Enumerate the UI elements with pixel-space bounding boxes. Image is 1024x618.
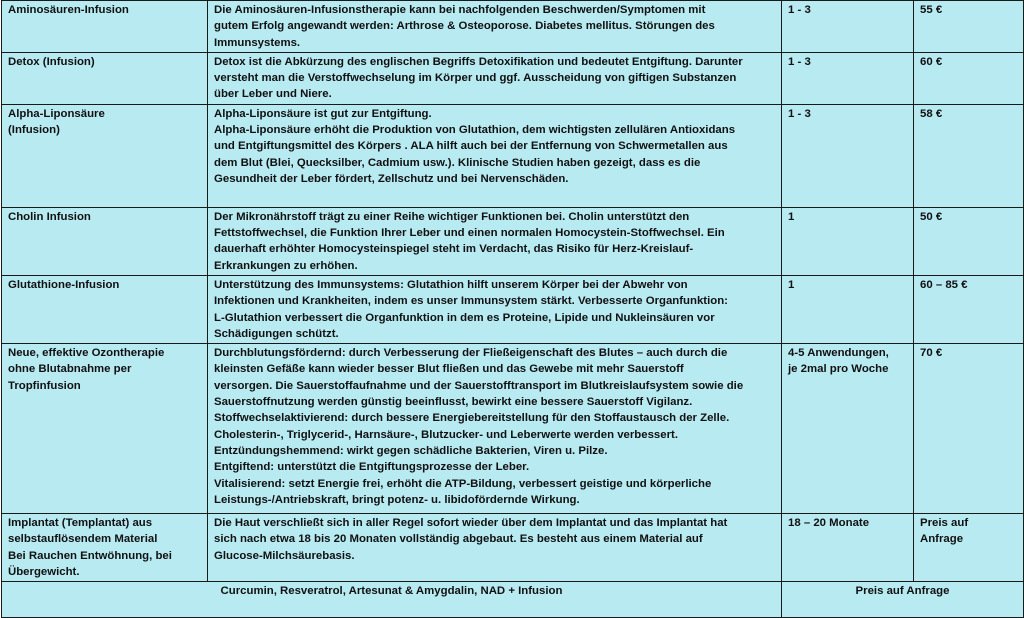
description-line: Durchblutungsfördernd: durch Verbesserung der Fließeigenschaft des Blutes – auch durch die: [214, 347, 728, 360]
description-line: Glucose-Milchsäurebasis.: [214, 549, 355, 562]
table-row: [2, 207, 1024, 275]
description-cell: [208, 52, 782, 104]
description-line: Immunsystems.: [214, 36, 301, 49]
table-row: [2, 344, 1024, 514]
description-line: kleinsten Gefäße kann wieder besser Blut fließen und das Gewebe mit mehr Sauerstoff: [214, 363, 684, 376]
price-value: Anfrage: [920, 533, 964, 546]
price-cell: [914, 514, 1024, 582]
price-cell: [914, 52, 1024, 104]
treatment-name: Aminosäuren-Infusion: [8, 4, 129, 16]
treatment-name: Cholin Infusion: [8, 210, 91, 223]
price-value: 58 €: [920, 107, 943, 120]
description-cell: [208, 514, 782, 582]
price-cell: [914, 344, 1024, 514]
description-line: Erkrankungen zu erhöhen.: [214, 259, 358, 272]
table-row: [2, 1, 1024, 53]
description-line: gutem Erfolg angewandt werden: Arthrose & Osteoporose. Diabetes mellitus. Störungen des: [214, 20, 715, 33]
treatment-name: (Infusion): [8, 124, 60, 137]
treatment-name: Implantat (Templantat) aus: [8, 517, 153, 530]
table-row: [2, 52, 1024, 104]
treatment-name: Neue, effektive Ozontherapie: [8, 347, 165, 360]
description-line: Detox ist die Abkürzung des englischen Begriffs Detoxifikation und bedeutet Entgiftung. Darunter: [214, 55, 743, 68]
sessions-value: 1 - 3: [788, 4, 811, 16]
price-cell: [914, 275, 1024, 343]
description-line: Der Mikronährstoff trägt zu einer Reihe wichtiger Funktionen bei. Cholin unterstützt den: [214, 210, 690, 223]
sessions-cell: [782, 52, 914, 104]
description-cell: [208, 1, 782, 53]
description-line: versorgen. Die Sauerstoffaufnahme und der Sauerstofftransport im Blutkreislaufsystem sowie die: [214, 379, 744, 392]
description-line: L-Glutathion verbessert die Organfunktion in dem es Proteine, Lipide und Nukleinsäuren vor: [214, 311, 715, 324]
price-value: 60 €: [920, 55, 943, 68]
treatment-name: Alpha-Liponsäure: [8, 107, 105, 120]
sessions-value: 1 - 3: [788, 55, 811, 68]
description-line: Alpha-Liponsäure erhöht die Produktion von Glutathion, dem wichtigsten zellulären Antioxidans: [214, 124, 736, 137]
description-line: Vitalisierend: setzt Energie frei, erhöht die ATP-Bildung, verbessert geistige und körperliche: [214, 477, 712, 490]
price-value: 70 €: [920, 347, 943, 360]
description-line: und Entgiftungsmittel des Körpers . ALA hilft auch bei der Entfernung von Schwermetallen aus: [214, 140, 728, 153]
table-row: [2, 514, 1024, 582]
price-value: 50 €: [920, 210, 943, 223]
description-line: Schädigungen schützt.: [214, 327, 339, 340]
treatment-name: ohne Blutabnahme per: [8, 363, 132, 376]
price-cell: [914, 1, 1024, 53]
description-line: Infektionen und Krankheiten, indem es unser Immunsystem stärkt. Verbesserte Organfunktion:: [214, 295, 728, 308]
description-cell: [208, 207, 782, 275]
treatment-name-cell: [2, 275, 208, 343]
sessions-cell: [782, 344, 914, 514]
description-line: dem Blut (Blei, Quecksilber, Cadmium usw.). Klinische Studien haben gezeigt, dass es die: [214, 156, 701, 169]
description-line: versteht man die Verstoffwechselung im Körper und ggf. Ausscheidung von giftigen Substanzen: [214, 72, 737, 85]
treatment-name: Detox (Infusion): [8, 55, 95, 68]
footer-text-cell: [2, 582, 782, 618]
sessions-cell: [782, 104, 914, 207]
sessions-value: 1: [788, 210, 795, 223]
sessions-cell: [782, 275, 914, 343]
table-row: [2, 275, 1024, 343]
description-line: dauerhaft erhöhter Homocysteinspiegel steht im Verdacht, das Risiko für Herz-Kreislauf-: [214, 243, 694, 256]
description-line: Unterstützung des Immunsystems: Glutathion hilft unserem Körper bei der Abwehr von: [214, 278, 688, 291]
description-line: über Leber und Niere.: [214, 88, 332, 101]
footer-price-cell: [782, 582, 1024, 618]
price-cell: [914, 104, 1024, 207]
price-value: 60 – 85 €: [920, 278, 968, 291]
description-line: Sauerstoffnutzung werden günstig beeinflusst, bewirkt eine bessere Sauerstoff Vigilanz.: [214, 396, 693, 409]
description-line: Leistungs-/Antriebskraft, bringt potenz- u. libidofördernde Wirkung.: [214, 493, 580, 506]
treatment-name: selbstauflösendem Material: [8, 533, 158, 546]
sessions-value: 1: [788, 278, 795, 291]
treatment-name-cell: [2, 514, 208, 582]
sessions-cell: [782, 514, 914, 582]
description-line: sich nach etwa 18 bis 20 Monaten vollständig abgebaut. Es besteht aus einem Material auf: [214, 533, 703, 546]
description-line: Alpha-Liponsäure ist gut zur Entgiftung.: [214, 107, 432, 120]
description-line: Cholesterin-, Triglycerid-, Harnsäure-, Blutzucker- und Leberwerte werden verbessert.: [214, 428, 678, 441]
description-line: Stoffwechselaktivierend: durch bessere Energiebereitstellung für den Stoffaustausch der Zelle.: [214, 412, 730, 425]
sessions-value: je 2mal pro Woche: [788, 363, 889, 376]
description-line: Entgiftend: unterstützt die Entgiftungsprozesse der Leber.: [214, 461, 530, 474]
description-line: Die Haut verschließt sich in aller Regel sofort wieder über dem Implantat und das Implantat hat: [214, 517, 728, 530]
price-cell: [914, 207, 1024, 275]
description-line: Die Aminosäuren-Infusionstherapie kann bei nachfolgenden Beschwerden/Symptomen mit: [214, 4, 706, 16]
treatment-name: Glutathione-Infusion: [8, 278, 120, 291]
description-cell: [208, 275, 782, 343]
sessions-value: 1 - 3: [788, 107, 811, 120]
footer-text: Curcumin, Resveratrol, Artesunat & Amygdalin, NAD + Infusion: [220, 585, 563, 598]
treatment-name-cell: [2, 104, 208, 207]
description-line: Entzündungshemmend: wirkt gegen schädliche Bakterien, Viren u. Pilze.: [214, 444, 608, 457]
treatment-name-cell: [2, 207, 208, 275]
treatment-name-cell: [2, 1, 208, 53]
infusion-price-table: [1, 0, 1024, 618]
sessions-value: 18 – 20 Monate: [788, 517, 870, 530]
description-cell: [208, 344, 782, 514]
sessions-cell: [782, 207, 914, 275]
treatment-name-cell: [2, 52, 208, 104]
treatment-name-cell: [2, 344, 208, 514]
footer-price: Preis auf Anfrage: [855, 585, 950, 598]
treatment-name: Tropfinfusion: [8, 379, 81, 392]
price-value: 55 €: [920, 4, 943, 16]
sessions-cell: [782, 1, 914, 53]
description-line: Fettstoffwechsel, die Funktion Ihrer Leber und einen normalen Homocystein-Stoffwechsel. Ein: [214, 227, 725, 240]
sessions-value: 4-5 Anwendungen,: [788, 347, 889, 360]
price-value: Preis auf: [920, 517, 969, 530]
table-row: [2, 104, 1024, 207]
treatment-name: Übergewicht.: [8, 566, 80, 579]
table-body: [2, 1, 1024, 618]
description-line: Gesundheit der Leber fördert, Zellschutz und bei Nervenschäden.: [214, 172, 569, 185]
footer-row: [2, 582, 1024, 618]
description-cell: [208, 104, 782, 207]
treatment-name: Bei Rauchen Entwöhnung, bei: [8, 549, 172, 562]
